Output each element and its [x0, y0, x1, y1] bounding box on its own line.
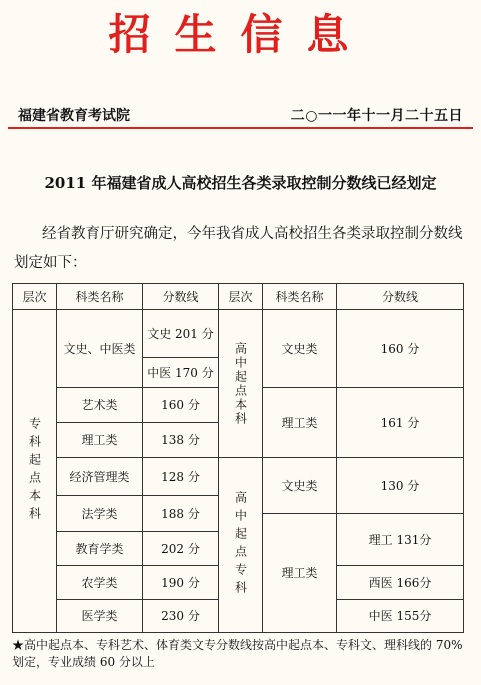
score-cell: 188 分 [143, 496, 219, 532]
score-cell: 138 分 [143, 423, 219, 458]
score-cell: 中医 155分 [337, 600, 464, 633]
score-cell: 西医 166分 [337, 566, 464, 600]
category-cell: 教育学类 [57, 532, 143, 566]
category-cell: 法学类 [57, 496, 143, 532]
header-level: 层次 [13, 284, 57, 310]
masthead: 招生信息 [108, 10, 373, 59]
footnote: ★高中起点本、专科艺术、体育类文专分数线按高中起点本、专科文、理科线的 70%划定，专业成绩 60 分以上 [12, 638, 463, 669]
level-label: 高中起点专科 [233, 491, 248, 599]
score-cell: 202 分 [143, 532, 219, 566]
category-cell: 农学类 [57, 566, 143, 600]
document-title: 2011 年福建省成人高校招生各类录取控制分数线已经划定 [44, 174, 437, 192]
level-cell [219, 310, 263, 458]
score-cell: 190 分 [143, 566, 219, 600]
category-cell: 理工类 [263, 514, 337, 633]
category-cell: 经济管理类 [57, 458, 143, 496]
score-cell: 文史 201 分 [143, 310, 219, 358]
category-cell: 文史、中医类 [57, 310, 143, 388]
header-category: 科类名称 [57, 284, 143, 310]
category-cell: 文史类 [263, 310, 337, 388]
level-cell [13, 310, 57, 633]
level-cell [219, 458, 263, 633]
header-level: 层次 [219, 284, 263, 310]
header-score: 分数线 [337, 284, 464, 310]
header-score: 分数线 [143, 284, 219, 310]
score-cell: 160 分 [337, 310, 464, 388]
category-cell: 理工类 [263, 388, 337, 458]
issuer: 福建省教育考试院 [18, 108, 130, 124]
score-cell: 理工 131分 [337, 514, 464, 566]
header-category: 科类名称 [263, 284, 337, 310]
issue-date: 二○一一年十一月二十五日 [290, 108, 463, 124]
category-cell: 艺术类 [57, 388, 143, 423]
header-rule [8, 127, 473, 129]
score-cell: 中医 170 分 [143, 358, 219, 388]
score-cell: 160 分 [143, 388, 219, 423]
intro-paragraph: 经省教育厅研究确定，今年我省成人高校招生各类录取控制分数线划定如下： [14, 226, 463, 271]
category-cell: 医学类 [57, 600, 143, 633]
category-cell: 文史类 [263, 458, 337, 514]
score-cell: 230 分 [143, 600, 219, 633]
level-label: 高中起点本科 [233, 341, 248, 426]
score-cell: 161 分 [337, 388, 464, 458]
score-cell: 128 分 [143, 458, 219, 496]
level-label: 专科起点本科 [27, 417, 42, 525]
score-cell: 130 分 [337, 458, 464, 514]
category-cell: 理工类 [57, 423, 143, 458]
score-table [12, 283, 464, 633]
